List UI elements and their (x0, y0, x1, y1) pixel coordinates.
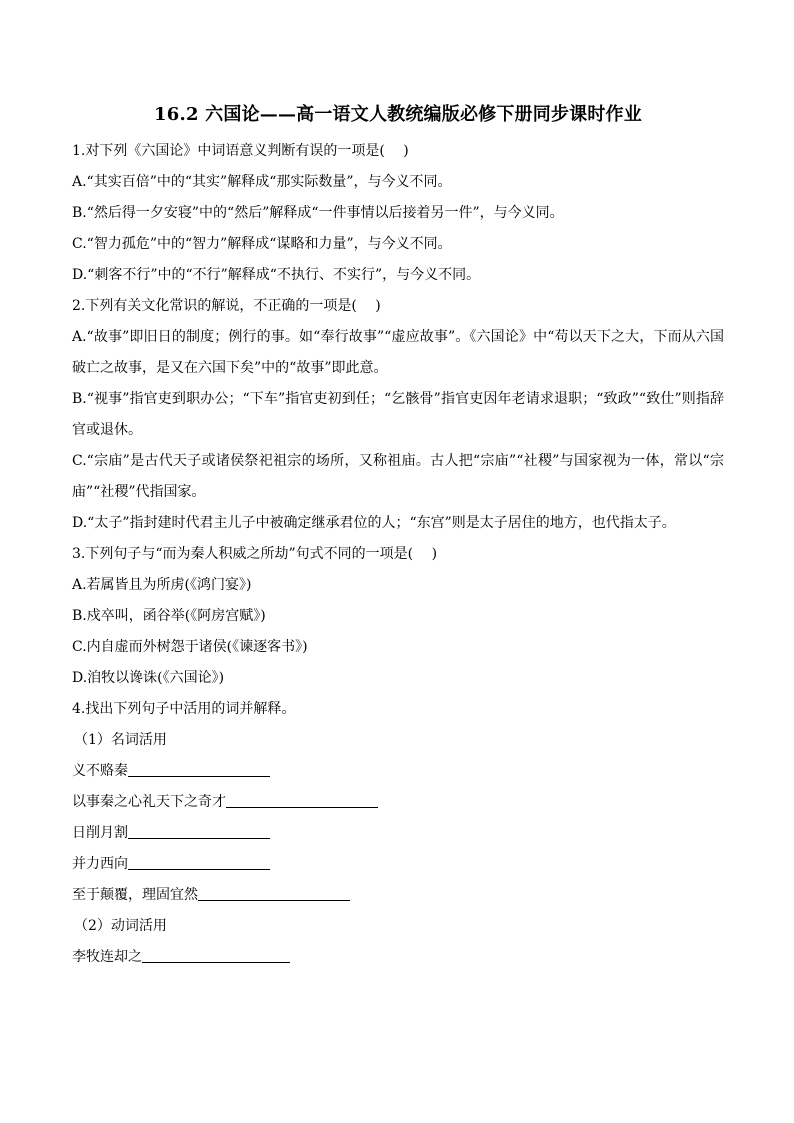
q1-option-a: A.“其实百倍”中的“其实”解释成“那实际数量”，与今义不同。 (72, 174, 452, 190)
answer-blank[interactable] (128, 837, 270, 839)
answer-blank[interactable] (142, 961, 290, 963)
q2-stem: 2.下列有关文化常识的解说，不正确的一项是( ) (72, 298, 381, 314)
q4-sub1-item-3 (72, 818, 724, 849)
worksheet-content (72, 100, 724, 973)
q4-sub1-item-1 (72, 756, 724, 787)
q2-option-c: C.“宗庙”是古代天子或诸侯祭祀祖宗的场所，又称祖庙。古人把“宗庙”“社稷”与国家视为一体，常以“宗庙”“社稷”代指国家。 (72, 453, 724, 500)
page-title: 16.2 六国论——高一语文人教统编版必修下册同步课时作业 (154, 104, 642, 125)
q4-sub1-item-2 (72, 787, 724, 818)
q4-sub1-item-5-text: 至于颠覆，理固宜然 (72, 887, 198, 903)
q3-option-c: C.内自虚而外树怨于诸侯(《谏逐客书》) (72, 639, 308, 655)
q4-sub2-item-1-text: 李牧连却之 (72, 949, 142, 965)
q3-option-b: B.戍卒叫，函谷举(《阿房宫赋》) (72, 608, 266, 624)
answer-blank[interactable] (198, 899, 350, 901)
q1-option-c: C.“智力孤危”中的“智力”解释成“谋略和力量”，与今义不同。 (72, 236, 452, 252)
q4-sub1-item-1-text: 义不赂秦 (72, 763, 128, 779)
q2-option-b: B.“视事”指官吏到职办公；“下车”指官吏初到任；“乞骸骨”指官吏因年老请求退职；“致政”“致仕”则指辞官或退休。 (72, 391, 724, 438)
q1-option-b: B.“然后得一夕安寝”中的“然后”解释成“一件事情以后接着另一件”，与今义同。 (72, 205, 564, 221)
q3-stem: 3.下列句子与“而为秦人积威之所劫”句式不同的一项是( ) (72, 546, 438, 562)
q4-sub1-item-4-text: 并力西向 (72, 856, 128, 872)
answer-blank[interactable] (226, 806, 378, 808)
q4-sub1-item-2-text: 以事秦之心礼天下之奇才 (72, 794, 226, 810)
q1-stem: 1.对下列《六国论》中词语意义判断有误的一项是( ) (72, 143, 409, 159)
q3-option-a: A.若属皆且为所虏(《鸿门宴》) (72, 577, 252, 593)
q1-option-d: D.“刺客不行”中的“不行”解释成“不执行、不实行”，与今义不同。 (72, 267, 481, 283)
answer-blank[interactable] (128, 775, 270, 777)
q4-sub1-item-4 (72, 849, 724, 880)
q2-option-d: D.“太子”指封建时代君主儿子中被确定继承君位的人；“东宫”则是太子居住的地方，也代指太子。 (72, 515, 676, 531)
q4-sub2-heading: （2）动词活用 (74, 918, 167, 934)
q4-sub2-item-1 (72, 942, 724, 973)
q4-sub1-heading: （1）名词活用 (74, 732, 167, 748)
answer-blank[interactable] (128, 868, 270, 870)
q4-sub1-item-3-text: 日削月割 (72, 825, 128, 841)
q3-option-d: D.洎牧以谗诛(《六国论》) (72, 670, 225, 686)
q4-sub1-item-5 (72, 880, 724, 911)
q4-stem: 4.找出下列句子中活用的词并解释。 (72, 701, 296, 717)
q2-option-a: A.“故事”即旧日的制度；例行的事。如“奉行故事”“虚应故事”。《六国论》中“苟以天下之大，下而从六国破亡之故事，是又在六国下矣”中的“故事”即此意。 (72, 329, 724, 376)
